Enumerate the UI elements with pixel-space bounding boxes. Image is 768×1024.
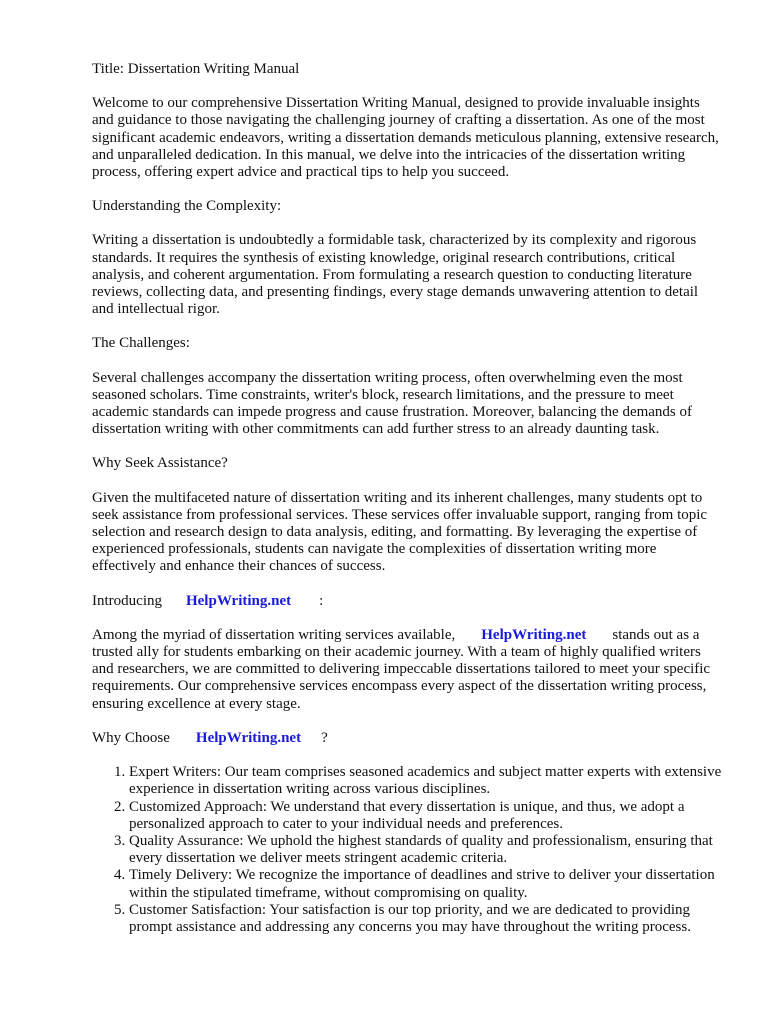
helpwriting-inline-link[interactable]: HelpWriting.net bbox=[481, 626, 587, 643]
helpwriting-link[interactable]: HelpWriting.net bbox=[185, 592, 292, 609]
introducing-heading bbox=[92, 593, 722, 610]
complexity-heading: Understanding the Complexity: bbox=[92, 198, 282, 215]
list-item: 5. Customer Satisfaction: Your satisfaction is our top priority, and we are dedicated to providing prompt assistance and addressing any concerns you may have throughout the writing process. bbox=[129, 902, 722, 936]
introducing-body-suffix: stands out as a trusted ally for students embarking on their academic journey. With a team of highly qualified writers and researchers, we are committed to delivering impeccable dissertations tailored to meet your specific requirements. Our comprehensive services encompass every aspect of the dissertation writing process, ensuring excellence at every stage. bbox=[92, 626, 711, 712]
complexity-paragraph: Writing a dissertation is undoubtedly a formidable task, characterized by its complexity and rigorous standards. It requires the synthesis of existing knowledge, original research contributions, critical analysis, and coherent argumentation. From formulating a research question to conducting literature reviews, collecting data, and presenting findings, every stage demands unwavering attention to detail and intellectual rigor. bbox=[92, 232, 699, 318]
challenges-heading: The Challenges: bbox=[92, 335, 190, 352]
introducing-heading-prefix: Introducing bbox=[92, 592, 162, 609]
assistance-paragraph: Given the multifaceted nature of dissertation writing and its inherent challenges, many students opt to seek assistance from professional services. These services offer invaluable support, ranging from topic selection and research design to data analysis, editing, and formatting. By leveraging the expertise of experienced professionals, students can navigate the complexities of dissertation writing more effectively and enhance their chances of success. bbox=[92, 489, 708, 575]
list-item: 4. Timely Delivery: We recognize the importance of deadlines and strive to deliver your dissertation within the stipulated timeframe, without compromising on quality. bbox=[129, 867, 722, 901]
why-choose-heading bbox=[92, 730, 722, 747]
why-choose-prefix: Why Choose bbox=[92, 729, 170, 746]
introducing-heading-suffix: : bbox=[319, 592, 324, 609]
why-choose-suffix: ? bbox=[321, 729, 328, 746]
challenges-paragraph: Several challenges accompany the dissertation writing process, often overwhelming even the most seasoned scholars. Time constraints, writer's block, research limitations, and the pressure to meet academic standards can impede progress and cause frustration. Moreover, balancing the demands of dissertation writing with other commitments can add further stress to an already daunting task. bbox=[92, 369, 693, 438]
introducing-paragraph bbox=[92, 627, 722, 713]
intro-paragraph: Welcome to our comprehensive Dissertation Writing Manual, designed to provide invaluable insights and guidance to those navigating the challenging journey of crafting a dissertation. As one of the most significant academic endeavors, writing a dissertation demands meticulous planning, extensive research, and unparalleled dedication. In this manual, we delve into the intricacies of the dissertation writing process, offering expert advice and practical tips to help you succeed. bbox=[92, 95, 719, 181]
assistance-heading: Why Seek Assistance? bbox=[92, 455, 228, 472]
feature-list bbox=[92, 764, 722, 936]
list-item: 3. Quality Assurance: We uphold the highest standards of quality and professionalism, ensuring that every dissertation we deliver meets stringent academic criteria. bbox=[129, 833, 722, 867]
document-page bbox=[92, 61, 722, 936]
list-item: 2. Customized Approach: We understand that every dissertation is unique, and thus, we adopt a personalized approach to cater to your individual needs and preferences. bbox=[129, 799, 722, 833]
introducing-body-prefix: Among the myriad of dissertation writing services available, bbox=[92, 626, 456, 643]
why-choose-link[interactable]: HelpWriting.net bbox=[195, 729, 302, 746]
list-item: 1. Expert Writers: Our team comprises seasoned academics and subject matter experts with extensive experience in dissertation writing across various disciplines. bbox=[129, 764, 722, 798]
document-title: Title: Dissertation Writing Manual bbox=[92, 61, 300, 77]
